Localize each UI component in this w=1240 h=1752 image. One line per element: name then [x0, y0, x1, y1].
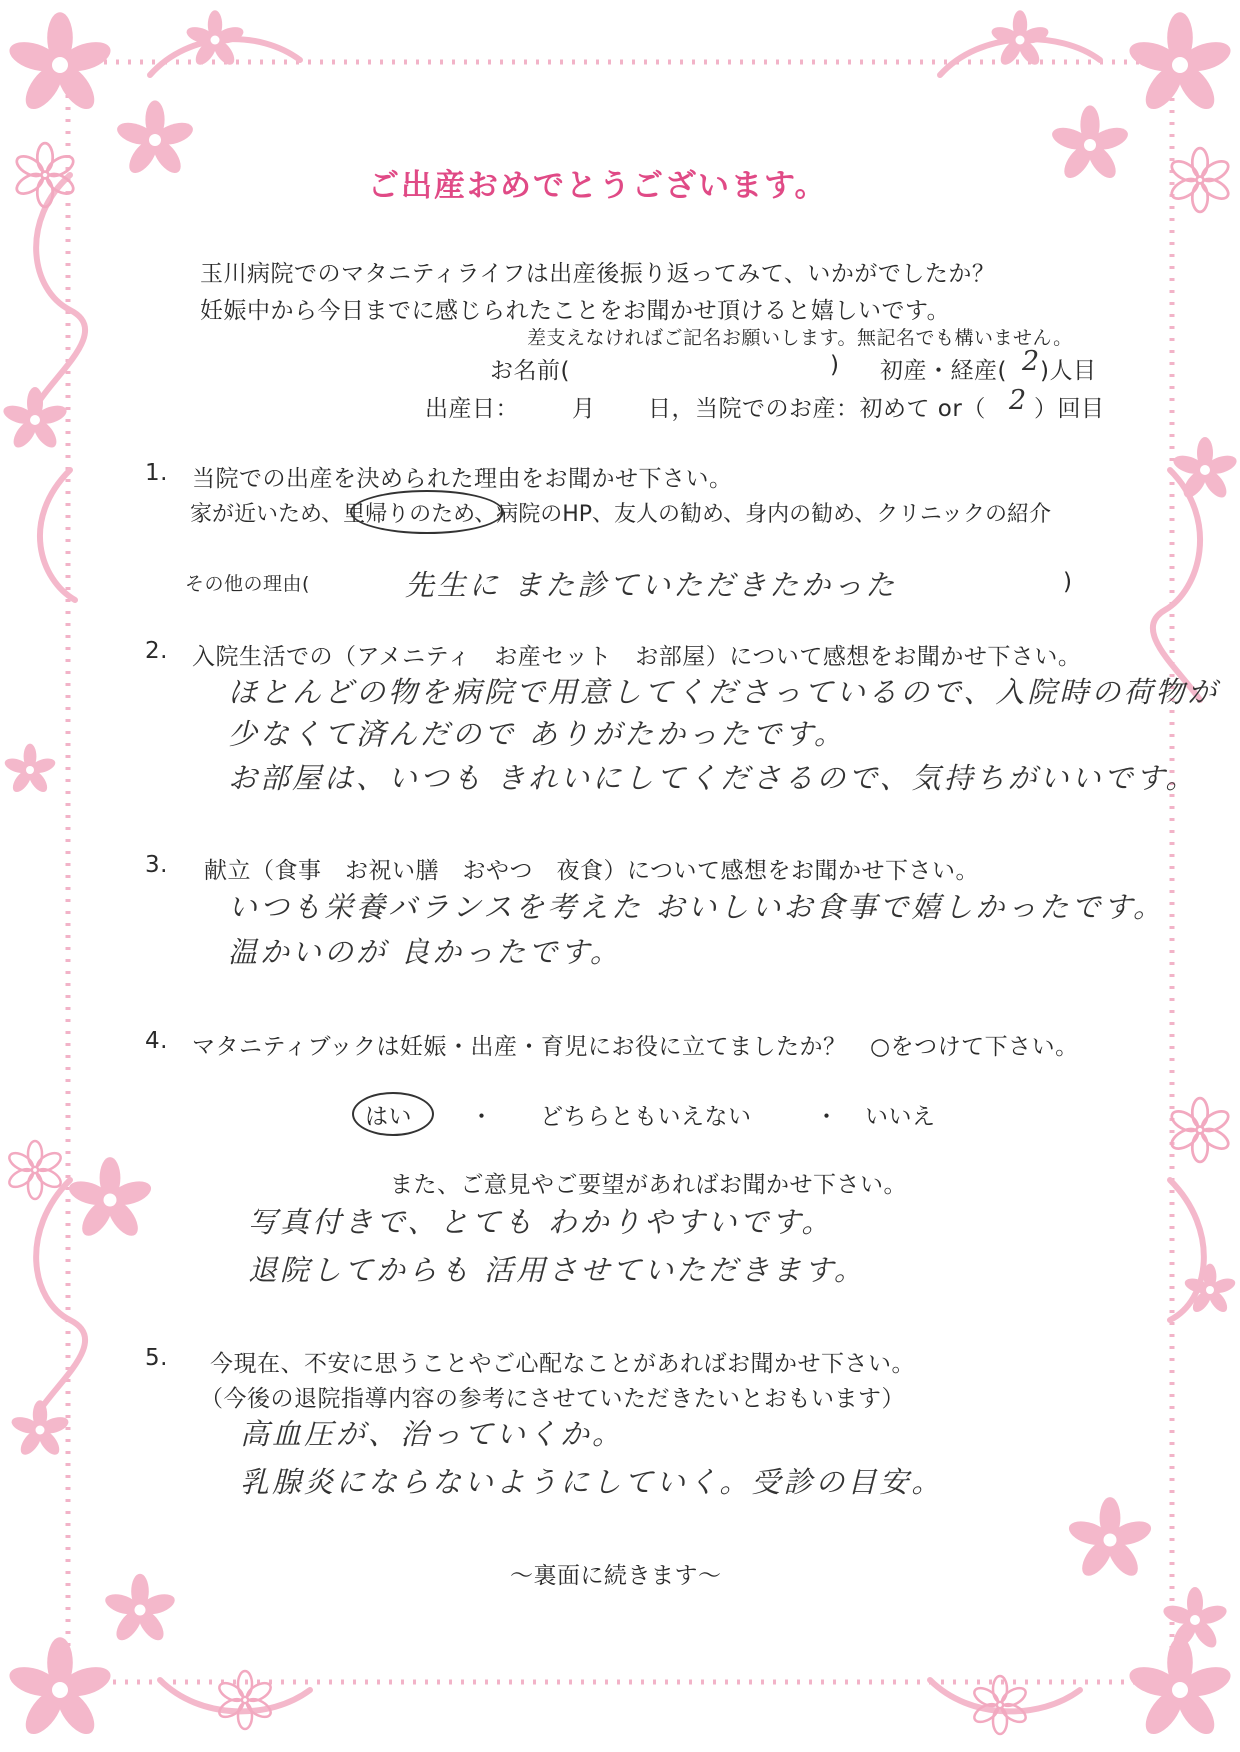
q2-answer-3: お部屋は、いつも きれいにしてくださるので、気持ちがいいです。	[228, 761, 1198, 795]
q4-answer-2: 退院してからも 活用させていただきます。	[248, 1253, 866, 1287]
q1-other-label: その他の理由(	[185, 573, 310, 595]
parity-value: 2	[1022, 346, 1043, 377]
intro-note: 差支えなければご記名お願いします。無記名でも構いません。	[527, 327, 1073, 349]
intro-line-1: 玉川病院でのマタニティライフは出産後振り返ってみて、いかがでしたか？	[200, 261, 996, 287]
page-title: ご出産おめでとうございます。	[368, 168, 828, 204]
q5-answer-2: 乳腺炎にならないようにしていく。受診の目安。	[240, 1465, 944, 1499]
q2-question: 入院生活での（アメニティ お産セット お部屋）について感想をお聞かせ下さい。	[192, 644, 1082, 670]
continued-footer: ～裏面に続きます～	[510, 1563, 722, 1589]
q1-selected-circle	[350, 490, 504, 534]
birth-date-label: 出産日：	[425, 396, 519, 422]
q4-option-dot-1: ・	[470, 1104, 494, 1130]
q3-answer-2: 温かいのが 良かったです。	[228, 935, 622, 969]
q5-question: 今現在、不安に思うことやご心配なことがあればお聞かせ下さい。	[210, 1351, 915, 1377]
q1-number: 1.	[145, 460, 168, 486]
q3-answer-1: いつも栄養バランスを考えた おいしいお食事で嬉しかったです。	[228, 890, 1166, 924]
q5-note: （今後の退院指導内容の参考にさせていただきたいとおもいます）	[200, 1386, 905, 1412]
birth-day-label: 日，当院でのお産：初めて or（	[648, 396, 986, 422]
q3-number: 3.	[145, 852, 168, 878]
birth-count-suffix: ）回目	[1034, 396, 1105, 422]
q4-question: マタニティブックは妊娠・出産・育児にお役に立てましたか？ ○をつけて下さい。	[192, 1034, 1079, 1060]
q2-answer-2: 少なくて済んだので ありがたかったです。	[228, 717, 846, 751]
intro-line-2: 妊娠中から今日までに感じられたことをお聞かせ頂けると嬉しいです。	[200, 298, 951, 324]
q4-number: 4.	[145, 1028, 168, 1054]
birth-count-value: 2	[1009, 385, 1030, 416]
q1-options: 家が近いため、里帰りのため、病院のHP、友人の勧め、身内の勧め、クリニックの紹介	[190, 502, 1051, 527]
name-label: お名前(	[490, 358, 570, 384]
q1-other-answer: 先生に また診ていただきたかった	[405, 568, 898, 602]
q4-option-dot-2: ・	[815, 1104, 839, 1130]
q4-sub-question: また、ご意見やご要望があればお聞かせ下さい。	[390, 1172, 907, 1198]
q4-answer-1: 写真付きで、とても わかりやすいです。	[248, 1205, 834, 1239]
q5-number: 5.	[145, 1345, 168, 1371]
birth-month-label: 月	[572, 396, 596, 422]
q2-number: 2.	[145, 638, 168, 664]
name-close: )	[830, 352, 840, 378]
q1-question: 当院での出産を決められた理由をお聞かせ下さい。	[192, 466, 733, 492]
q4-option-no: いいえ	[865, 1104, 936, 1130]
q1-other-close: )	[1063, 569, 1073, 595]
parity-suffix: )人目	[1040, 358, 1097, 384]
q4-option-yes: はい	[365, 1104, 412, 1130]
q2-answer-1: ほとんどの物を病院で用意してくださっているので、入院時の荷物が	[228, 675, 1220, 709]
q4-option-neither: どちらともいえない	[540, 1104, 752, 1130]
q3-question: 献立（食事 お祝い膳 おやつ 夜食）について感想をお聞かせ下さい。	[204, 858, 980, 884]
q5-answer-1: 高血圧が、治っていくか。	[240, 1417, 625, 1451]
parity-label: 初産・経産(	[880, 358, 1007, 384]
